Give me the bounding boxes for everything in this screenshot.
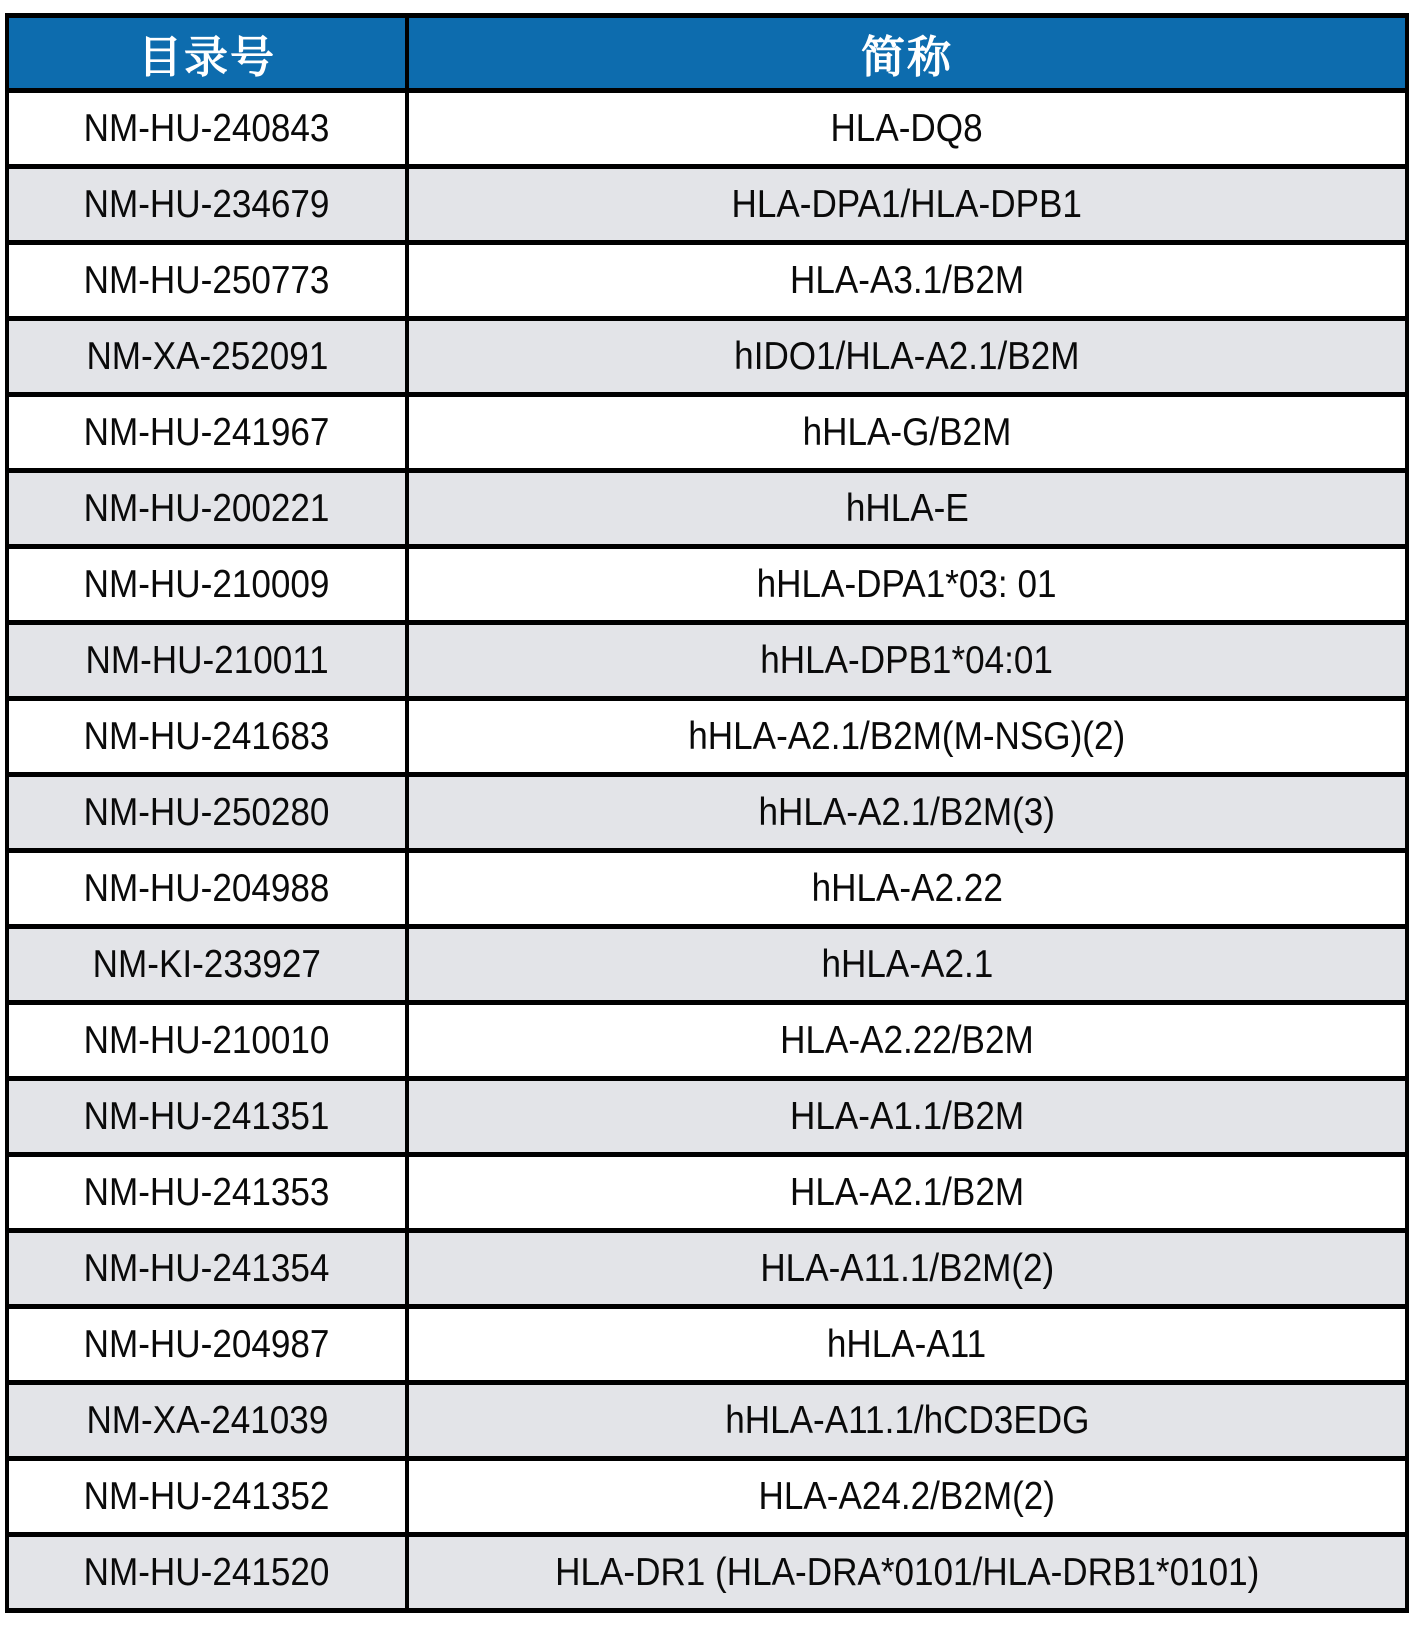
name-cell (407, 1383, 1407, 1459)
catalog-cell (7, 547, 407, 623)
catalog-cell (7, 1079, 407, 1155)
catalog-number: NM-HU-210009 (84, 562, 330, 606)
name-cell (407, 319, 1407, 395)
catalog-number: NM-XA-241039 (86, 1398, 328, 1442)
short-name: HLA-DQ8 (830, 106, 984, 150)
short-name: hHLA-A11.1/hCD3EDG (724, 1398, 1090, 1442)
column-header-label: 简称 (861, 33, 953, 82)
short-name: hHLA-A2.1 (821, 942, 993, 986)
catalog-cell (7, 1535, 407, 1611)
table-row (7, 1459, 1407, 1535)
column-header-catalog-number (7, 16, 407, 91)
name-cell (407, 927, 1407, 1003)
catalog-number: NM-HU-250280 (84, 790, 330, 834)
table-row (7, 395, 1407, 471)
table-row (7, 699, 1407, 775)
name-cell (407, 1003, 1407, 1079)
short-name: hIDO1/HLA-A2.1/B2M (734, 334, 1080, 378)
catalog-number: NM-HU-241967 (84, 410, 330, 454)
table-row (7, 1535, 1407, 1611)
short-name: HLA-A2.22/B2M (780, 1018, 1034, 1062)
catalog-cell (7, 1307, 407, 1383)
catalog-number: NM-HU-204987 (84, 1322, 330, 1366)
table-row (7, 775, 1407, 851)
name-cell (407, 243, 1407, 319)
catalog-number: NM-HU-204988 (84, 866, 330, 910)
table-row (7, 547, 1407, 623)
catalog-cell (7, 927, 407, 1003)
catalog-number: NM-HU-241520 (84, 1550, 330, 1594)
catalog-number: NM-HU-241351 (84, 1094, 330, 1138)
name-cell (407, 471, 1407, 547)
name-cell (407, 167, 1407, 243)
table-row (7, 1383, 1407, 1459)
short-name: hHLA-A11 (827, 1322, 987, 1366)
name-cell (407, 1079, 1407, 1155)
short-name: hHLA-DPB1*04:01 (760, 638, 1054, 682)
table-row (7, 1155, 1407, 1231)
catalog-number: NM-XA-252091 (86, 334, 328, 378)
catalog-cell (7, 775, 407, 851)
name-cell (407, 547, 1407, 623)
table-row (7, 1003, 1407, 1079)
table-row (7, 927, 1407, 1003)
catalog-cell (7, 243, 407, 319)
short-name: hHLA-A2.1/B2M(3) (758, 790, 1056, 834)
short-name: HLA-A1.1/B2M (789, 1094, 1025, 1138)
short-name: hHLA-DPA1*03: 01 (757, 562, 1057, 606)
catalog-number: NM-KI-233927 (92, 942, 322, 986)
table-row (7, 91, 1407, 167)
column-header-short-name (407, 16, 1407, 91)
short-name: hHLA-E (845, 486, 969, 530)
table-row (7, 1231, 1407, 1307)
catalog-number: NM-HU-240843 (84, 106, 330, 150)
product-catalog-table (5, 13, 1409, 1613)
catalog-cell (7, 1231, 407, 1307)
catalog-cell (7, 319, 407, 395)
short-name: HLA-A2.1/B2M (789, 1170, 1025, 1214)
catalog-number: NM-HU-241352 (84, 1474, 330, 1518)
catalog-cell (7, 851, 407, 927)
short-name: HLA-A24.2/B2M(2) (758, 1474, 1056, 1518)
table-row (7, 1307, 1407, 1383)
name-cell (407, 91, 1407, 167)
catalog-cell (7, 395, 407, 471)
short-name: HLA-A3.1/B2M (789, 258, 1025, 302)
name-cell (407, 1155, 1407, 1231)
short-name: hHLA-A2.1/B2M(M-NSG)(2) (688, 714, 1126, 758)
column-header-label: 目录号 (138, 33, 276, 82)
short-name: HLA-DPA1/HLA-DPB1 (731, 182, 1083, 226)
catalog-cell (7, 471, 407, 547)
catalog-number: NM-HU-241354 (84, 1246, 330, 1290)
header-row (7, 16, 1407, 91)
catalog-cell (7, 623, 407, 699)
name-cell (407, 1307, 1407, 1383)
catalog-number: NM-HU-210010 (84, 1018, 330, 1062)
short-name: hHLA-G/B2M (802, 410, 1012, 454)
name-cell (407, 775, 1407, 851)
catalog-cell (7, 1459, 407, 1535)
name-cell (407, 699, 1407, 775)
catalog-number: NM-HU-241353 (84, 1170, 330, 1214)
name-cell (407, 395, 1407, 471)
table-row (7, 167, 1407, 243)
table-row (7, 623, 1407, 699)
short-name: HLA-A11.1/B2M(2) (760, 1246, 1054, 1290)
short-name: HLA-DR1 (HLA-DRA*0101/HLA-DRB1*0101) (554, 1550, 1260, 1594)
catalog-cell (7, 1383, 407, 1459)
table-row (7, 1079, 1407, 1155)
name-cell (407, 1231, 1407, 1307)
catalog-number: NM-HU-210011 (85, 638, 329, 682)
name-cell (407, 1535, 1407, 1611)
table-row (7, 851, 1407, 927)
table-row (7, 471, 1407, 547)
catalog-cell (7, 1003, 407, 1079)
name-cell (407, 623, 1407, 699)
catalog-cell (7, 1155, 407, 1231)
short-name: hHLA-A2.22 (811, 866, 1003, 910)
catalog-number: NM-HU-241683 (84, 714, 330, 758)
name-cell (407, 1459, 1407, 1535)
table-row (7, 243, 1407, 319)
table-row (7, 319, 1407, 395)
name-cell (407, 851, 1407, 927)
catalog-number: NM-HU-250773 (84, 258, 330, 302)
catalog-number: NM-HU-200221 (84, 486, 330, 530)
catalog-cell (7, 167, 407, 243)
catalog-number: NM-HU-234679 (84, 182, 330, 226)
catalog-cell (7, 91, 407, 167)
catalog-cell (7, 699, 407, 775)
